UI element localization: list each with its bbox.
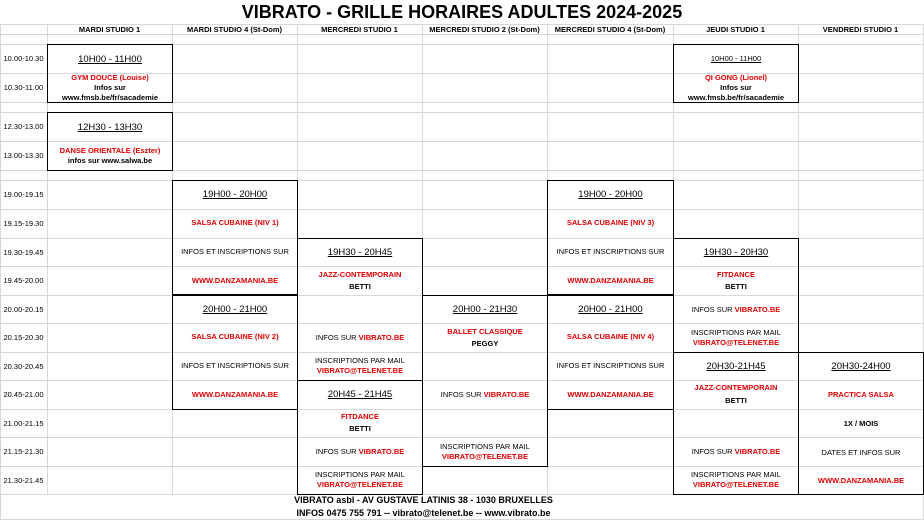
class-time: 12H30 - 13H30: [77, 122, 143, 133]
class-time: 20H00 - 21H00: [202, 304, 268, 315]
class-block-salsa-niv2: [172, 295, 298, 410]
class-info: INFOS ET INSCRIPTIONS SUR: [556, 361, 665, 370]
class-time: 19H00 - 20H00: [202, 189, 268, 200]
time-slot-label: 12.30-13.00: [3, 122, 44, 131]
column-header-vendredi-studio-1: VENDREDI STUDIO 1: [822, 24, 899, 34]
class-block-ballet-classique: [422, 295, 548, 467]
class-block-jazz-contemporain-jeudi: [673, 352, 799, 495]
class-time: 10H00 - 11H00: [78, 54, 142, 65]
class-block-salsa-niv1: [172, 180, 298, 295]
class-block-fitdance-jeudi: [673, 238, 799, 353]
footer-address: [47, 494, 800, 520]
class-teacher: BETTI: [725, 396, 747, 405]
class-info: www.fmsb.be/fr/sacademie: [61, 93, 158, 102]
time-slot-label: 21.00-21.15: [3, 418, 44, 428]
class-name: QI GONG (Lionel): [704, 73, 768, 82]
time-slot-label: 20.00-20.15: [3, 304, 44, 314]
footer-line-contact: INFOS 0475 755 791 -- vibrato@telenet.be -- www.vibrato.be: [296, 508, 551, 518]
class-info: www.fmsb.be/fr/sacademie: [687, 93, 784, 102]
class-block-fitdance-mercredi: [297, 380, 423, 495]
class-info-link: VIBRATO@TELENET.BE: [316, 366, 404, 375]
class-teacher: BETTI: [349, 282, 371, 291]
class-block-gym-douce: [47, 44, 173, 103]
info-prefix: INFOS SUR: [691, 305, 735, 314]
class-info-link: VIBRATO@TELENET.BE: [441, 452, 529, 461]
column-header-mardi-studio-4: MARDI STUDIO 4 (St-Dom): [187, 24, 282, 34]
class-name: BALLET CLASSIQUE: [447, 327, 523, 336]
class-block-jazz-contemporain-mercredi: [297, 238, 423, 381]
class-info: INSCRIPTIONS PAR MAIL: [691, 470, 781, 479]
time-slot-label: 19.30-19.45: [3, 247, 44, 257]
class-info-link: WWW.DANZAMANIA.BE: [567, 276, 654, 285]
time-slot-label: 19.45-20.00: [3, 276, 44, 285]
info-link: VIBRATO.BE: [734, 305, 781, 314]
column-header-mercredi-studio-2: MERCREDI STUDIO 2 (St-Dom): [429, 24, 540, 34]
class-info-link: WWW.DANZAMANIA.BE: [567, 390, 654, 399]
class-name: SALSA CUBAINE (NIV 1): [191, 218, 279, 227]
footer-line-address: VIBRATO asbl - AV GUSTAVE LATINIS 38 - 1030 BRUXELLES: [294, 495, 553, 505]
class-block-salsa-niv3: [547, 180, 674, 295]
class-name: GYM DOUCE (Louise): [71, 73, 149, 82]
class-info: INSCRIPTIONS PAR MAIL: [315, 470, 405, 479]
class-name: DANSE ORIENTALE (Eszter): [59, 146, 161, 155]
class-info: [674, 305, 798, 315]
time-slot-label: 21.15-21.30: [3, 447, 44, 456]
class-info: Infos sur: [720, 83, 752, 92]
class-info-link: VIBRATO@TELENET.BE: [692, 480, 780, 489]
class-time: 19H30 - 20H30: [703, 247, 769, 258]
class-info: infos sur www.salwa.be: [67, 156, 153, 165]
info-link: VIBRATO.BE: [358, 333, 405, 342]
class-time: 20H30-21H45: [706, 361, 766, 372]
class-block-danse-orientale: [47, 112, 173, 171]
class-info-link: WWW.DANZAMANIA.BE: [817, 476, 905, 485]
class-info: INSCRIPTIONS PAR MAIL: [315, 356, 405, 365]
class-name: PRACTICA SALSA: [828, 390, 894, 399]
time-slot-label: 20.45-21.00: [3, 390, 44, 399]
class-info: [674, 447, 798, 457]
class-info: INFOS ET INSCRIPTIONS SUR: [181, 247, 289, 256]
class-time: 20H00 - 21H00: [578, 304, 643, 315]
time-slot-label: 19.15-19.30: [3, 219, 44, 228]
time-slot-label: 10.30-11.00: [3, 83, 44, 92]
class-name: SALSA CUBAINE (NIV 3): [566, 218, 655, 227]
info-prefix: INFOS SUR: [315, 447, 359, 456]
class-info: INFOS ET INSCRIPTIONS SUR: [181, 361, 289, 370]
class-name: FITDANCE: [341, 412, 379, 421]
class-time: 20H00 - 21H30: [452, 304, 518, 315]
class-time: 19H00 - 20H00: [578, 189, 643, 200]
time-slot-label: 13.00-13.30: [3, 151, 44, 160]
time-slot-label: 10.00-10.30: [3, 54, 44, 63]
class-name: JAZZ-CONTEMPORAIN: [694, 383, 778, 392]
class-time: 20H30-24H00: [831, 361, 891, 372]
class-teacher: PEGGY: [471, 339, 499, 348]
class-info-link: WWW.DANZAMANIA.BE: [191, 390, 279, 399]
class-block-practica-salsa: [798, 352, 924, 495]
class-info-link: VIBRATO@TELENET.BE: [692, 338, 780, 347]
class-info: INFOS ET INSCRIPTIONS SUR: [556, 247, 665, 256]
info-link: VIBRATO.BE: [358, 447, 405, 456]
class-info-link: VIBRATO@TELENET.BE: [316, 480, 404, 489]
class-time: 20H45 - 21H45: [327, 389, 393, 400]
page-title: VIBRATO - GRILLE HORAIRES ADULTES 2024-2025: [241, 2, 683, 22]
class-time: 19H30 - 20H45: [327, 247, 393, 258]
class-info-link: WWW.DANZAMANIA.BE: [191, 276, 279, 285]
class-info: INSCRIPTIONS PAR MAIL: [691, 328, 781, 337]
class-teacher: BETTI: [349, 424, 371, 433]
column-header-mercredi-studio-4: MERCREDI STUDIO 4 (St-Dom): [554, 24, 666, 34]
class-name: FITDANCE: [717, 270, 755, 279]
column-header-mercredi-studio-1: MERCREDI STUDIO 1: [321, 24, 398, 34]
class-info: [298, 447, 422, 457]
time-slot-label: 19.00-19.15: [3, 190, 44, 199]
class-info: [298, 333, 422, 343]
class-info: [423, 390, 547, 400]
time-slot-label: 20.30-20.45: [3, 361, 44, 371]
column-header-mardi-studio-1: MARDI STUDIO 1: [78, 24, 141, 34]
info-link: VIBRATO.BE: [734, 447, 781, 456]
class-block-salsa-niv4: [547, 295, 674, 410]
info-link: VIBRATO.BE: [483, 390, 530, 399]
column-header-jeudi-studio-1: JEUDI STUDIO 1: [706, 24, 765, 34]
class-info: INSCRIPTIONS PAR MAIL: [440, 442, 530, 451]
class-name: SALSA CUBAINE (NIV 2): [191, 332, 279, 341]
time-slot-label: 20.15-20.30: [3, 333, 44, 342]
info-prefix: INFOS SUR: [691, 447, 735, 456]
class-info: DATES ET INFOS SUR: [821, 448, 901, 457]
info-prefix: INFOS SUR: [440, 390, 484, 399]
class-info: 1X / MOIS: [843, 419, 879, 428]
class-name: JAZZ-CONTEMPORAIN: [318, 270, 402, 279]
info-prefix: INFOS SUR: [315, 333, 359, 342]
time-slot-label: 21.30-21.45: [3, 475, 44, 485]
class-time: 10H00 - 11H00: [710, 54, 762, 63]
class-info: Infos sur: [94, 83, 126, 92]
class-teacher: BETTI: [725, 282, 747, 291]
class-block-qi-gong: [673, 44, 799, 103]
class-name: SALSA CUBAINE (NIV 4): [566, 332, 655, 341]
